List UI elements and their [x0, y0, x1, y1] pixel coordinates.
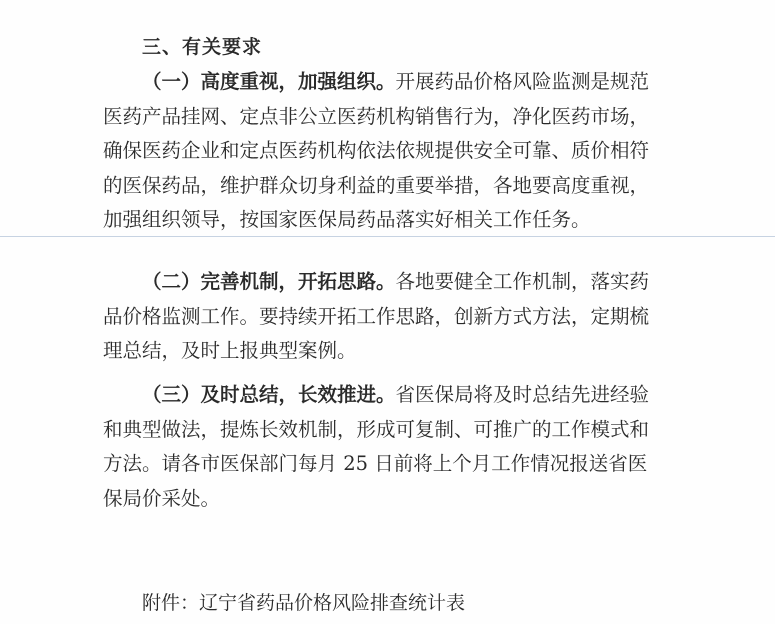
paragraph-line: 确保医药企业和定点医药机构依法依规提供安全可靠、质价相符 — [103, 139, 650, 162]
paragraph-lead: （三）及时总结，长效推进。 — [142, 383, 396, 406]
paragraph-1-body — [103, 100, 649, 238]
paragraph-line — [142, 65, 649, 100]
paragraph-text: 省医保局将及时总结先进经验 — [395, 383, 650, 406]
paragraph-3-body — [103, 413, 649, 517]
paragraph-2 — [142, 265, 649, 300]
section-heading: 三、有关要求 — [142, 36, 263, 58]
paragraph-lead: （二）完善机制，开拓思路。 — [142, 270, 396, 293]
attachment-line: 附件：辽宁省药品价格风险排查统计表 — [142, 592, 466, 614]
paragraph-line — [142, 378, 649, 413]
paragraph-text: 各地要健全工作机制，落实药 — [395, 270, 650, 293]
paragraph-line: 和典型做法，提炼长效机制，形成可复制、可推广的工作模式和 — [103, 417, 650, 441]
paragraph-line: 加强组织领导，按国家医保局药品落实好相关工作任务。 — [103, 208, 591, 231]
paragraph-1 — [142, 65, 649, 100]
paragraph-line: 方法。请各市医保部门每月 25 日前将上个月工作情况报送省医 — [103, 452, 648, 475]
paragraph-line — [142, 265, 649, 300]
paragraph-3 — [142, 378, 649, 413]
paragraph-lead: （一）高度重视，加强组织。 — [142, 70, 396, 93]
paragraph-line: 保局价采处。 — [103, 486, 221, 510]
paragraph-line: 的医保药品，维护群众切身利益的重要举措，各地要高度重视， — [103, 173, 650, 197]
paragraph-line: 理总结，及时上报典型案例。 — [103, 339, 357, 362]
paragraph-text: 开展药品价格风险监测是规范 — [395, 70, 650, 93]
paragraph-line: 品价格监测工作。要持续开拓工作思路，创新方式方法，定期梳 — [103, 304, 650, 328]
paragraph-line: 医药产品挂网、定点非公立医药机构销售行为，净化医药市场， — [103, 104, 650, 128]
paragraph-2-body — [103, 300, 649, 369]
